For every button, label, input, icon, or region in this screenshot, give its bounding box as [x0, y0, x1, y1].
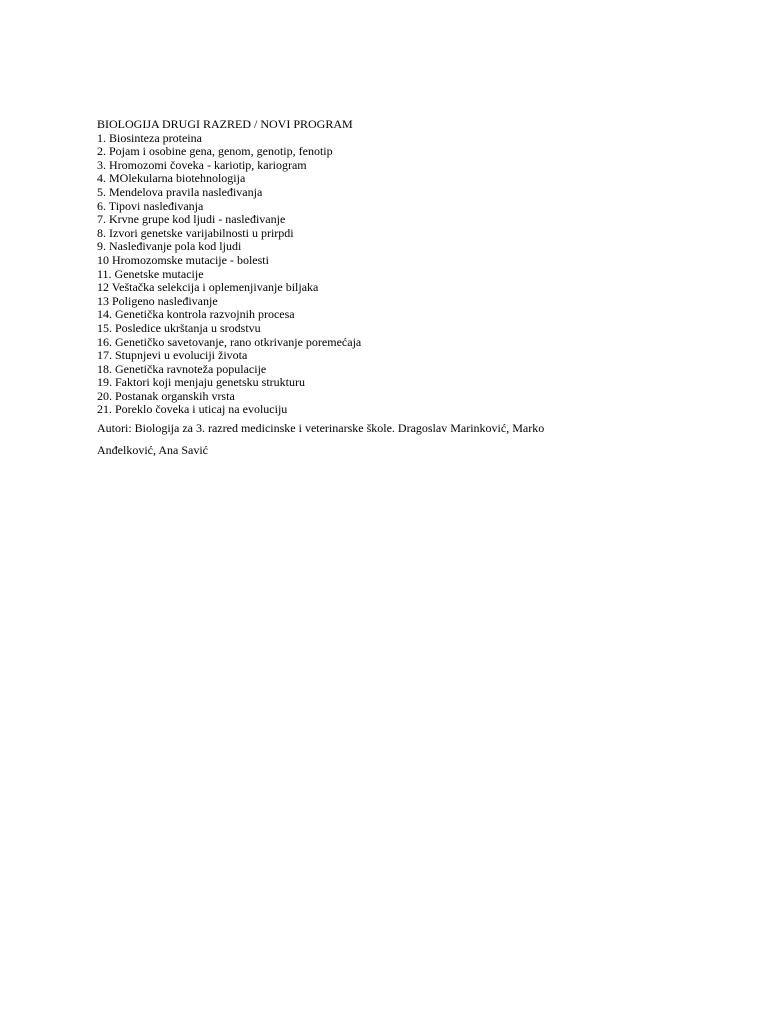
document-content — [97, 118, 657, 461]
list-item: 19. Faktori koji menjaju genetsku strukturu — [97, 375, 305, 390]
list-item: 11. Genetske mutacije — [97, 266, 204, 281]
authors-note: Autori: Biologija za 3. razred medicinske i veterinarske škole. Dragoslav Marinković, Marko Anđelković, Ana Savić — [97, 421, 545, 458]
list-item: 13 Poligeno nasleđivanje — [97, 293, 218, 308]
list-item: 15. Posledice ukrštanja u srodstvu — [97, 320, 261, 335]
list-item: 6. Tipovi nasleđivanja — [97, 198, 204, 213]
list-item: 7. Krvne grupe kod ljudi - nasleđivanje — [97, 212, 286, 227]
list-item: 3. Hromozomi čoveka - kariotip, kariogram — [97, 157, 307, 172]
list-item: 16. Genetičko savetovanje, rano otkrivanje poremećaja — [97, 334, 362, 349]
list-item: 9. Nasleđivanje pola kod ljudi — [97, 239, 242, 254]
list-item: 2. Pojam i osobine gena, genom, genotip, fenotip — [97, 144, 333, 159]
list-item: 4. MOlekularna biotehnologija — [97, 171, 246, 186]
document-title: BIOLOGIJA DRUGI RAZRED / NOVI PROGRAM — [97, 117, 353, 131]
list-item: 21. Poreklo čoveka i uticaj na evoluciju — [97, 402, 288, 417]
list-item: 5. Mendelova pravila nasleđivanja — [97, 184, 263, 199]
list-item: 14. Genetička kontrola razvojnih procesa — [97, 307, 295, 322]
list-item: 8. Izvori genetske varijabilnosti u prirpdi — [97, 225, 294, 240]
list-item: 18. Genetička ravnoteža populacije — [97, 361, 267, 376]
list-item: 20. Postanak organskih vrsta — [97, 388, 235, 403]
list-item: 17. Stupnjevi u evoluciji života — [97, 348, 248, 363]
list-item: 12 Veštačka selekcija i oplemenjivanje biljaka — [97, 280, 319, 295]
list-item: 1. Biosinteza proteina — [97, 130, 202, 145]
list-item: 10 Hromozomske mutacije - bolesti — [97, 252, 269, 267]
